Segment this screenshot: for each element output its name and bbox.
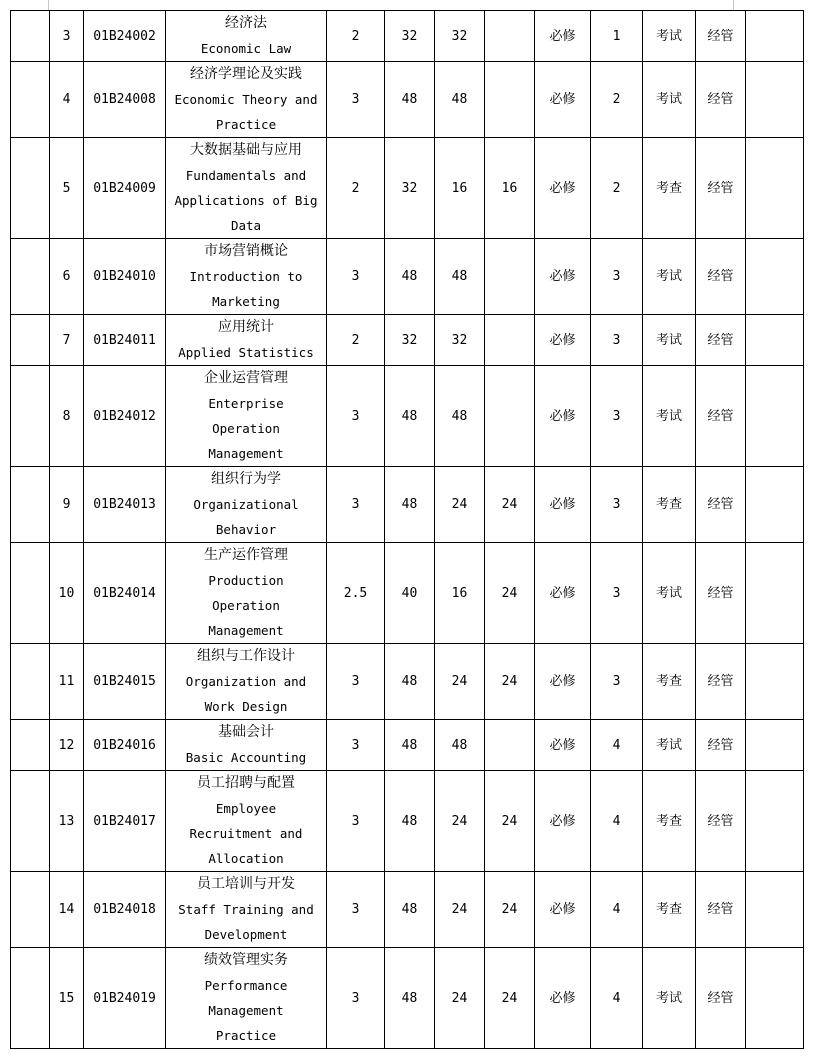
table-row: [11, 138, 804, 239]
course-lab-hours: 24: [485, 644, 535, 720]
course-total-hours: 48: [385, 771, 435, 872]
course-note: [746, 467, 804, 543]
page-guide-line: [48, 0, 49, 10]
course-name: [166, 315, 327, 366]
course-name: [166, 720, 327, 771]
left-margin-cell: [11, 872, 50, 948]
course-lab-hours: [485, 366, 535, 467]
course-name-zh: 经济法: [225, 15, 267, 31]
course-name-en: Practice: [215, 117, 277, 132]
course-name-zh: 组织与工作设计: [197, 648, 295, 664]
course-assessment: 考试: [643, 543, 696, 644]
course-assessment: 考试: [643, 62, 696, 138]
course-name-en: Staff Training and: [178, 902, 314, 917]
course-total-hours: 48: [385, 366, 435, 467]
course-name: [166, 644, 327, 720]
course-type: 必修: [535, 62, 591, 138]
course-name: [166, 543, 327, 644]
course-name-en: Operation: [212, 598, 280, 613]
course-name-en: Basic Accounting: [185, 750, 307, 765]
table-row: [11, 771, 804, 872]
course-code: 01B24012: [84, 366, 166, 467]
course-assessment: 考试: [643, 239, 696, 315]
course-name-en: Management: [208, 446, 284, 461]
table-row: [11, 239, 804, 315]
course-note: [746, 543, 804, 644]
left-margin-cell: [11, 948, 50, 1049]
course-lecture-hours: 24: [435, 771, 485, 872]
course-type: 必修: [535, 239, 591, 315]
course-type: 必修: [535, 720, 591, 771]
course-name-en: Management: [208, 1003, 284, 1018]
course-total-hours: 32: [385, 138, 435, 239]
page-guide-line: [733, 0, 734, 10]
course-note: [746, 239, 804, 315]
course-code: 01B24013: [84, 467, 166, 543]
course-type: 必修: [535, 543, 591, 644]
course-total-hours: 48: [385, 872, 435, 948]
course-assessment: 考查: [643, 467, 696, 543]
course-credit: 3: [327, 467, 385, 543]
course-lecture-hours: 32: [435, 315, 485, 366]
course-total-hours: 48: [385, 720, 435, 771]
course-total-hours: 32: [385, 315, 435, 366]
course-lab-hours: 24: [485, 771, 535, 872]
course-name-en: Economic Law: [200, 41, 292, 56]
course-code: 01B24014: [84, 543, 166, 644]
course-department: 经管: [696, 315, 746, 366]
course-term: 3: [591, 644, 643, 720]
course-name-zh: 基础会计: [218, 724, 274, 740]
course-term: 4: [591, 948, 643, 1049]
course-lecture-hours: 24: [435, 644, 485, 720]
course-name-en: Applications of Big: [174, 193, 318, 208]
course-assessment: 考试: [643, 366, 696, 467]
course-department: 经管: [696, 720, 746, 771]
course-lecture-hours: 24: [435, 948, 485, 1049]
course-total-hours: 48: [385, 948, 435, 1049]
course-lab-hours: 16: [485, 138, 535, 239]
course-note: [746, 771, 804, 872]
course-term: 4: [591, 771, 643, 872]
table-row: [11, 543, 804, 644]
course-credit: 3: [327, 366, 385, 467]
course-lecture-hours: 24: [435, 467, 485, 543]
course-type: 必修: [535, 315, 591, 366]
course-credit: 3: [327, 644, 385, 720]
course-note: [746, 366, 804, 467]
course-name-en: Work Design: [204, 699, 288, 714]
course-department: 经管: [696, 11, 746, 62]
course-term: 3: [591, 239, 643, 315]
course-note: [746, 62, 804, 138]
course-name-en: Applied Statistics: [178, 345, 314, 360]
course-assessment: 考查: [643, 644, 696, 720]
course-term: 1: [591, 11, 643, 62]
course-code: 01B24016: [84, 720, 166, 771]
course-number: 3: [50, 11, 84, 62]
course-code: 01B24009: [84, 138, 166, 239]
course-name-en: Production: [208, 573, 284, 588]
course-total-hours: 48: [385, 644, 435, 720]
course-name-en: Fundamentals and: [185, 168, 307, 183]
table-row: [11, 872, 804, 948]
course-type: 必修: [535, 467, 591, 543]
course-term: 3: [591, 315, 643, 366]
course-code: 01B24015: [84, 644, 166, 720]
course-lecture-hours: 48: [435, 720, 485, 771]
course-name-en: Organization and: [185, 674, 307, 689]
course-department: 经管: [696, 138, 746, 239]
left-margin-cell: [11, 720, 50, 771]
course-lab-hours: [485, 11, 535, 62]
table-row: [11, 644, 804, 720]
course-credit: 3: [327, 62, 385, 138]
course-code: 01B24008: [84, 62, 166, 138]
course-name-en: Recruitment and: [189, 826, 303, 841]
course-code: 01B24019: [84, 948, 166, 1049]
course-credit: 3: [327, 771, 385, 872]
course-number: 5: [50, 138, 84, 239]
left-margin-cell: [11, 138, 50, 239]
course-table: [10, 10, 804, 1049]
course-assessment: 考查: [643, 872, 696, 948]
course-department: 经管: [696, 62, 746, 138]
course-term: 3: [591, 467, 643, 543]
course-lab-hours: 24: [485, 543, 535, 644]
course-type: 必修: [535, 872, 591, 948]
course-lab-hours: 24: [485, 948, 535, 1049]
left-margin-cell: [11, 771, 50, 872]
course-note: [746, 948, 804, 1049]
course-total-hours: 48: [385, 467, 435, 543]
table-row: [11, 62, 804, 138]
course-assessment: 考试: [643, 720, 696, 771]
course-number: 9: [50, 467, 84, 543]
course-name-zh: 组织行为学: [211, 471, 281, 487]
course-name-en: Employee: [215, 801, 277, 816]
course-name-en: Data: [230, 218, 262, 233]
left-margin-cell: [11, 366, 50, 467]
course-credit: 3: [327, 948, 385, 1049]
course-name-en: Enterprise: [208, 396, 284, 411]
left-margin-cell: [11, 315, 50, 366]
course-credit: 3: [327, 239, 385, 315]
course-name: [166, 11, 327, 62]
course-note: [746, 720, 804, 771]
table-row: [11, 467, 804, 543]
course-number: 7: [50, 315, 84, 366]
course-name-en: Behavior: [215, 522, 277, 537]
course-assessment: 考试: [643, 315, 696, 366]
course-name-zh: 员工招聘与配置: [197, 775, 295, 791]
course-name: [166, 62, 327, 138]
course-credit: 2: [327, 138, 385, 239]
course-credit: 2: [327, 11, 385, 62]
course-lecture-hours: 16: [435, 543, 485, 644]
course-number: 15: [50, 948, 84, 1049]
table-row: [11, 366, 804, 467]
course-name: [166, 138, 327, 239]
left-margin-cell: [11, 467, 50, 543]
course-name: [166, 366, 327, 467]
course-department: 经管: [696, 872, 746, 948]
course-name-en: Organizational: [193, 497, 299, 512]
course-department: 经管: [696, 239, 746, 315]
course-type: 必修: [535, 11, 591, 62]
table-row: [11, 720, 804, 771]
course-name-zh: 市场营销概论: [204, 243, 288, 259]
course-name-zh: 经济学理论及实践: [190, 66, 302, 82]
course-lecture-hours: 48: [435, 62, 485, 138]
course-total-hours: 48: [385, 62, 435, 138]
course-name-en: Marketing: [212, 294, 280, 309]
course-name-zh: 企业运营管理: [204, 370, 288, 386]
course-name-en: Performance: [204, 978, 288, 993]
course-lecture-hours: 16: [435, 138, 485, 239]
course-department: 经管: [696, 366, 746, 467]
course-lecture-hours: 48: [435, 239, 485, 315]
course-code: 01B24011: [84, 315, 166, 366]
course-term: 2: [591, 138, 643, 239]
course-total-hours: 32: [385, 11, 435, 62]
course-name-en: Introduction to: [189, 269, 303, 284]
course-number: 14: [50, 872, 84, 948]
course-term: 4: [591, 720, 643, 771]
course-note: [746, 644, 804, 720]
course-number: 8: [50, 366, 84, 467]
course-name-en: Allocation: [208, 851, 284, 866]
course-department: 经管: [696, 771, 746, 872]
course-credit: 2.5: [327, 543, 385, 644]
course-assessment: 考查: [643, 138, 696, 239]
course-lecture-hours: 24: [435, 872, 485, 948]
course-name: [166, 948, 327, 1049]
course-lab-hours: 24: [485, 467, 535, 543]
course-table-body: [11, 11, 804, 1049]
course-department: 经管: [696, 467, 746, 543]
course-department: 经管: [696, 644, 746, 720]
course-credit: 3: [327, 872, 385, 948]
course-name-en: Management: [208, 623, 284, 638]
course-lab-hours: 24: [485, 872, 535, 948]
course-term: 3: [591, 543, 643, 644]
course-note: [746, 872, 804, 948]
left-margin-cell: [11, 644, 50, 720]
course-assessment: 考查: [643, 771, 696, 872]
course-lab-hours: [485, 720, 535, 771]
course-number: 11: [50, 644, 84, 720]
course-lab-hours: [485, 239, 535, 315]
course-name: [166, 872, 327, 948]
course-note: [746, 315, 804, 366]
course-code: 01B24002: [84, 11, 166, 62]
course-credit: 3: [327, 720, 385, 771]
course-code: 01B24018: [84, 872, 166, 948]
left-margin-cell: [11, 62, 50, 138]
course-name-zh: 大数据基础与应用: [190, 142, 302, 158]
course-lecture-hours: 48: [435, 366, 485, 467]
course-type: 必修: [535, 138, 591, 239]
course-note: [746, 138, 804, 239]
course-name-en: Operation: [212, 421, 280, 436]
course-term: 2: [591, 62, 643, 138]
course-name-en: Development: [204, 927, 288, 942]
course-code: 01B24010: [84, 239, 166, 315]
table-row: [11, 315, 804, 366]
course-department: 经管: [696, 948, 746, 1049]
course-lab-hours: [485, 62, 535, 138]
left-margin-cell: [11, 11, 50, 62]
course-type: 必修: [535, 948, 591, 1049]
course-type: 必修: [535, 771, 591, 872]
course-name: [166, 771, 327, 872]
course-credit: 2: [327, 315, 385, 366]
course-name-zh: 员工培训与开发: [197, 876, 295, 892]
left-margin-cell: [11, 239, 50, 315]
course-lecture-hours: 32: [435, 11, 485, 62]
course-assessment: 考试: [643, 11, 696, 62]
course-name-en: Economic Theory and: [174, 92, 318, 107]
course-type: 必修: [535, 644, 591, 720]
course-assessment: 考试: [643, 948, 696, 1049]
course-number: 6: [50, 239, 84, 315]
course-number: 10: [50, 543, 84, 644]
course-term: 4: [591, 872, 643, 948]
course-name-zh: 绩效管理实务: [204, 952, 288, 968]
course-name-zh: 应用统计: [218, 319, 274, 335]
course-name: [166, 467, 327, 543]
course-name: [166, 239, 327, 315]
course-number: 13: [50, 771, 84, 872]
course-code: 01B24017: [84, 771, 166, 872]
course-department: 经管: [696, 543, 746, 644]
table-row: [11, 948, 804, 1049]
course-name-en: Practice: [215, 1028, 277, 1043]
table-row: [11, 11, 804, 62]
course-note: [746, 11, 804, 62]
course-term: 3: [591, 366, 643, 467]
course-name-zh: 生产运作管理: [204, 547, 288, 563]
left-margin-cell: [11, 543, 50, 644]
course-type: 必修: [535, 366, 591, 467]
course-lab-hours: [485, 315, 535, 366]
course-number: 4: [50, 62, 84, 138]
course-total-hours: 48: [385, 239, 435, 315]
course-number: 12: [50, 720, 84, 771]
course-total-hours: 40: [385, 543, 435, 644]
